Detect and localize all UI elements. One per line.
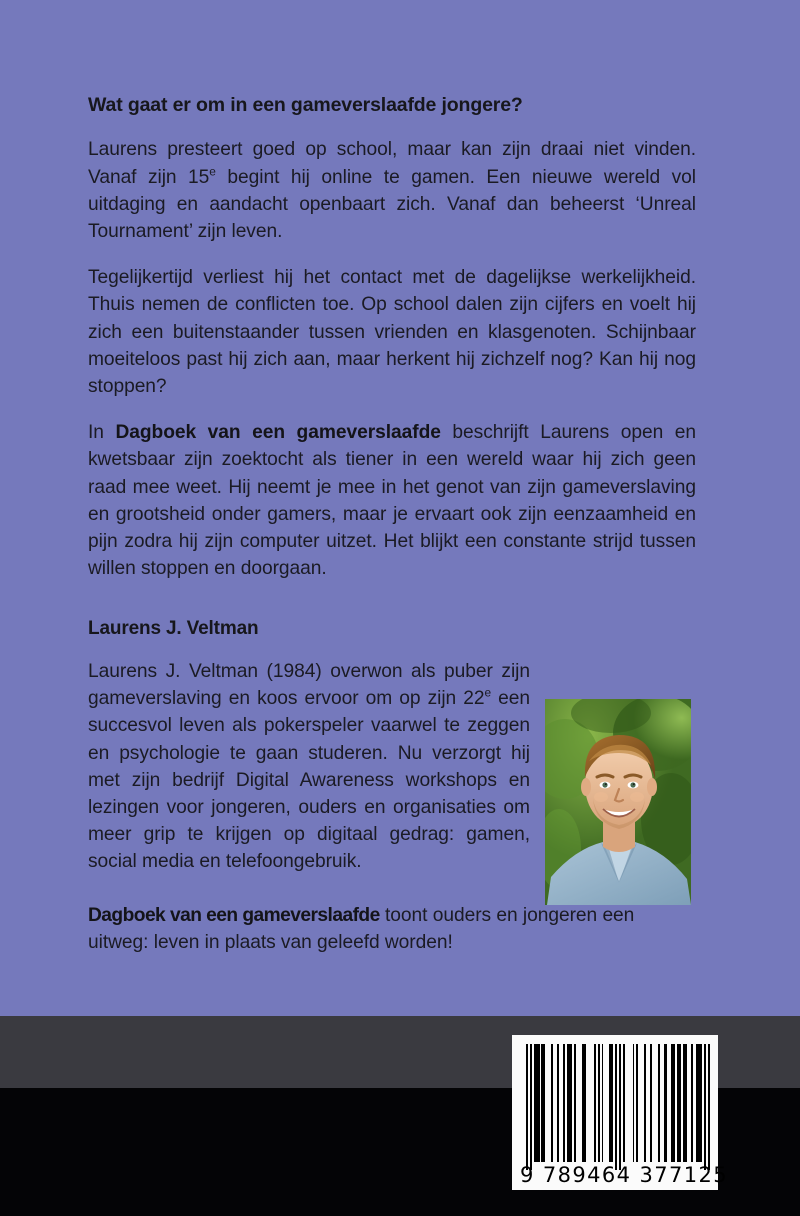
blurb-heading: Wat gaat er om in een gameverslaafde jongere? — [88, 94, 523, 116]
tagline-book-title: Dagboek van een gameverslaafde — [88, 904, 380, 926]
tagline-rest: toont ouders en jongeren een uitweg: leven in plaats van geleefd worden! — [88, 904, 635, 953]
author-section — [88, 618, 696, 956]
isbn-barcode — [512, 1035, 729, 1190]
blurb-paragraph-1 — [88, 136, 696, 245]
author-bio-text — [88, 658, 530, 876]
author-photo — [545, 699, 691, 905]
barcode-bars — [526, 1044, 710, 1162]
blurb-p3-rest: beschrijft Laurens open en kwetsbaar zijn zoektocht als tiener in een wereld waar hij zich geen raad mee weet. Hij neemt je mee in het genot van zijn gameverslaving en grootsheid onder gamers, maar je ervaart ook zijn eenzaamheid en pijn zodra hij zijn computer uitzet. Het blijkt een constante strijd tussen willen stoppen en doorgaan. — [88, 422, 696, 580]
bio-superscript: e — [484, 685, 492, 700]
blurb-p3-prefix: In — [88, 422, 116, 444]
blurb-p1-part1: Laurens presteert goed op school, maar kan zijn draai niet vinden. Vanaf zijn 15 — [88, 139, 696, 188]
blurb-p1-superscript: e — [209, 164, 216, 179]
blurb-paragraph-2: Tegelijkertijd verliest hij het contact met de dagelijkse werkelijkheid. Thuis nemen de conflicten toe. Op school dalen zijn cijfers en voelt hij zich een buitenstaander tussen vrienden en klasgenoten. Schijnbaar moeiteloos past hij zich aan, maar herkent hij zichzelf nog? Kan hij nog stoppen? — [88, 267, 696, 398]
tagline-text — [88, 902, 696, 956]
blurb-p1-part2: begint hij online te gamen. Een nieuwe wereld vol uitdaging en aandacht openbaart zich. Vanaf dan beheerst ‘Unreal Tournament’ zijn leven. — [88, 166, 696, 242]
author-portrait-image — [545, 699, 691, 905]
book-title-inline: Dagboek van een gameverslaafde — [115, 422, 441, 444]
bio-part2: een succesvol leven als pokerspeler vaarwel te zeggen en psychologie te gaan studeren. Nu verzorgt hij met zijn bedrijf Digital Awareness workshops en lezingen voor jongeren, ouders en organisaties om meer grip te krijgen op digitaal gedrag: gamen, social media en telefoongebruik. — [88, 688, 530, 873]
bio-part1: Laurens J. Veltman (1984) overwon als puber zijn gameverslaving en koos ervoor om op zijn 22 — [88, 661, 530, 710]
author-bio-wrap — [88, 658, 696, 956]
isbn-number: 9 789464 377125 — [520, 1163, 729, 1187]
blurb-paragraph-3 — [88, 419, 696, 582]
blurb-section — [88, 94, 696, 582]
author-name-heading: Laurens J. Veltman — [88, 618, 259, 639]
